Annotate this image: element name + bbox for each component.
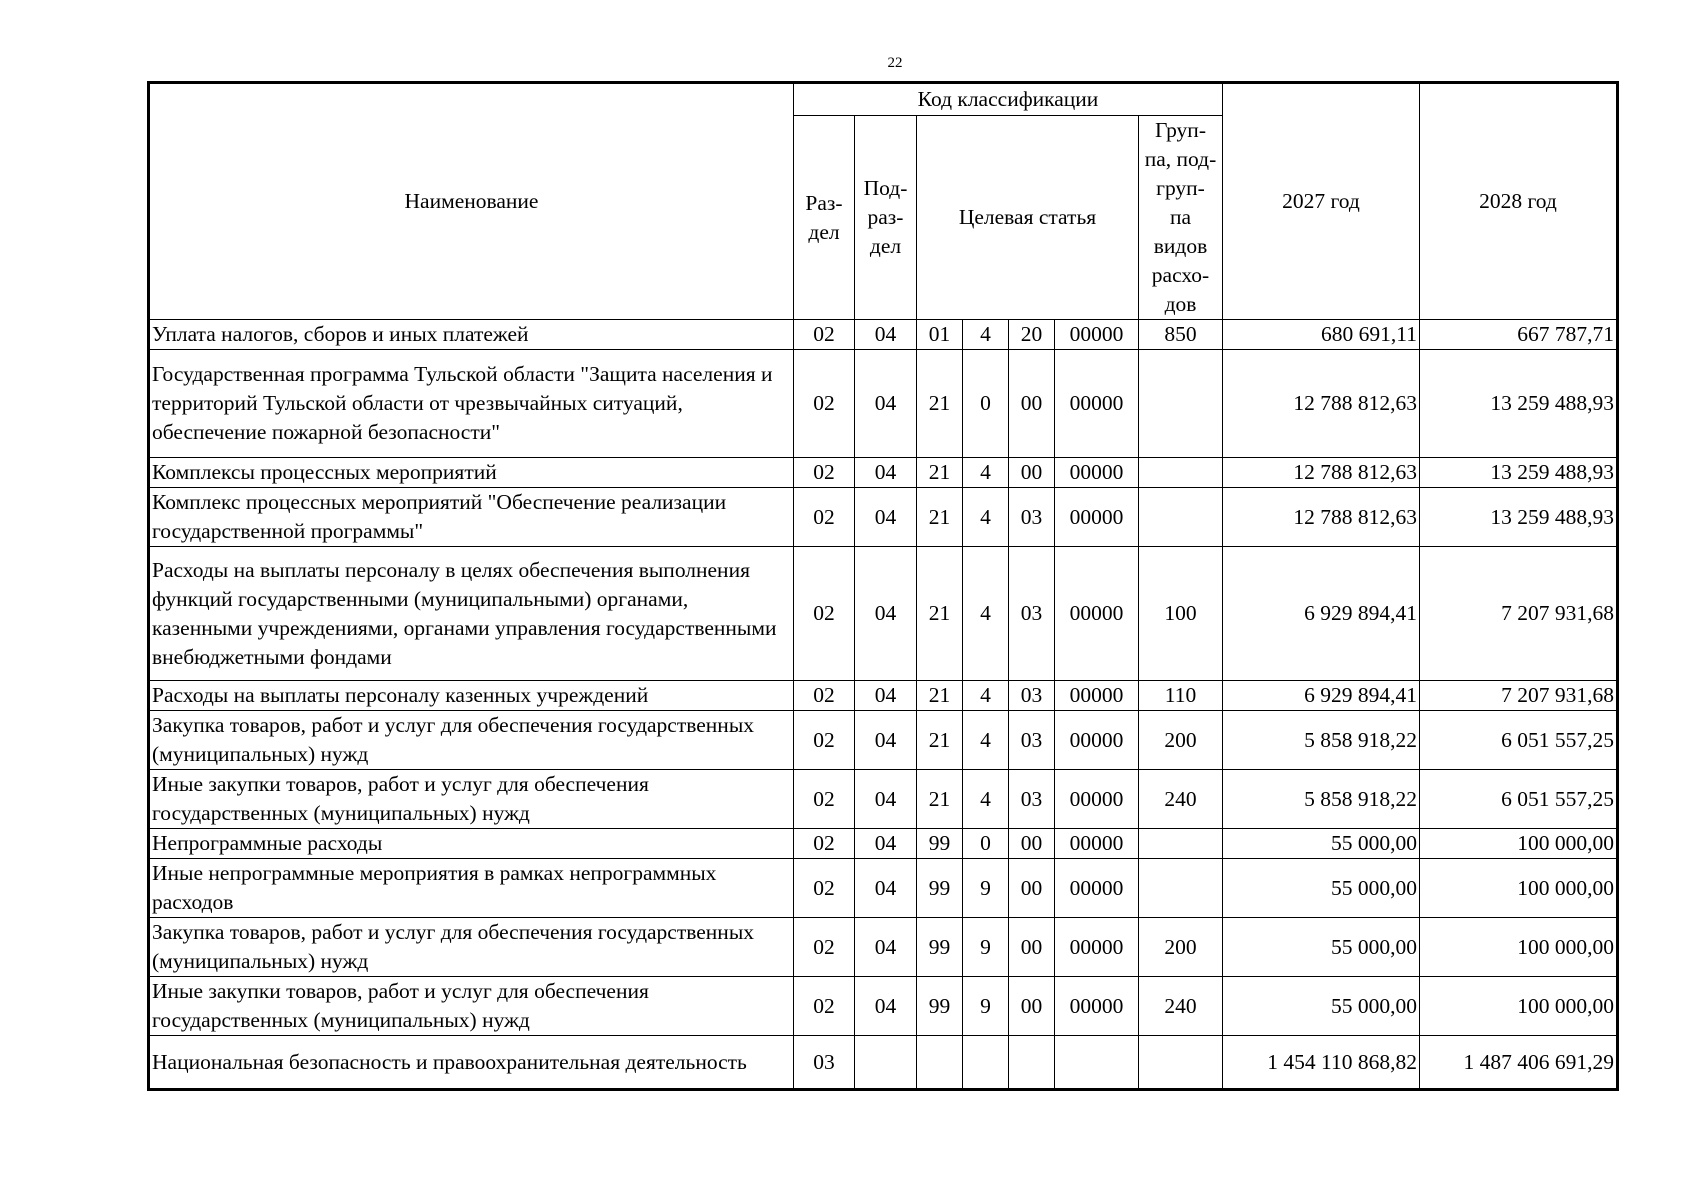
code-subprogram: 00 <box>1009 458 1055 488</box>
table-row <box>149 488 1618 547</box>
code-razdel: 02 <box>794 859 855 918</box>
code-direction: 00000 <box>1055 770 1139 829</box>
row-name: Закупка товаров, работ и услуг для обеспечения государственных (муниципальных) нужд <box>149 711 794 770</box>
header-line: Раз- <box>805 190 843 215</box>
code-type: 4 <box>963 770 1009 829</box>
code-direction: 00000 <box>1055 458 1139 488</box>
code-expense-group <box>1139 1036 1223 1090</box>
amount-2027: 1 454 110 868,82 <box>1223 1036 1420 1090</box>
code-direction: 00000 <box>1055 547 1139 681</box>
code-type: 4 <box>963 547 1009 681</box>
code-podrazdel: 04 <box>855 320 917 350</box>
code-type <box>963 1036 1009 1090</box>
code-subprogram: 00 <box>1009 977 1055 1036</box>
header-line: Под- <box>863 176 908 200</box>
table-row <box>149 918 1618 977</box>
code-direction: 00000 <box>1055 859 1139 918</box>
amount-2027: 6 929 894,41 <box>1223 681 1420 711</box>
amount-2028: 6 051 557,25 <box>1420 711 1618 770</box>
row-name: Расходы на выплаты персоналу казенных учреждений <box>149 681 794 711</box>
code-expense-group: 200 <box>1139 918 1223 977</box>
table-row <box>149 859 1618 918</box>
code-expense-group <box>1139 488 1223 547</box>
code-expense-group: 240 <box>1139 977 1223 1036</box>
header-expense-group <box>1139 116 1223 320</box>
code-program: 21 <box>917 458 963 488</box>
amount-2028: 100 000,00 <box>1420 977 1618 1036</box>
amount-2027: 12 788 812,63 <box>1223 458 1420 488</box>
code-razdel: 02 <box>794 977 855 1036</box>
amount-2027: 12 788 812,63 <box>1223 488 1420 547</box>
code-podrazdel: 04 <box>855 350 917 458</box>
row-name: Непрограммные расходы <box>149 829 794 859</box>
header-line: па, под- <box>1144 147 1217 171</box>
code-program: 99 <box>917 859 963 918</box>
code-type: 4 <box>963 458 1009 488</box>
row-name: Иные закупки товаров, работ и услуг для обеспечения государственных (муниципальных) нужд <box>149 977 794 1036</box>
table-row <box>149 681 1618 711</box>
code-direction: 00000 <box>1055 977 1139 1036</box>
code-type: 4 <box>963 681 1009 711</box>
header-line: дел <box>808 219 840 244</box>
code-podrazdel: 04 <box>855 770 917 829</box>
code-expense-group: 110 <box>1139 681 1223 711</box>
header-name: Наименование <box>149 83 794 320</box>
table-row <box>149 320 1618 350</box>
code-program: 21 <box>917 711 963 770</box>
amount-2028: 6 051 557,25 <box>1420 770 1618 829</box>
code-expense-group <box>1139 829 1223 859</box>
code-program <box>917 1036 963 1090</box>
code-type: 4 <box>963 488 1009 547</box>
code-direction: 00000 <box>1055 488 1139 547</box>
code-type: 4 <box>963 320 1009 350</box>
amount-2027: 55 000,00 <box>1223 918 1420 977</box>
code-type: 0 <box>963 829 1009 859</box>
code-program: 21 <box>917 547 963 681</box>
code-expense-group <box>1139 859 1223 918</box>
header-line: Груп- <box>1155 118 1206 142</box>
row-name: Национальная безопасность и правоохранительная деятельность <box>149 1036 794 1090</box>
code-type: 0 <box>963 350 1009 458</box>
table-row <box>149 1036 1618 1090</box>
amount-2028: 100 000,00 <box>1420 918 1618 977</box>
header-razdel <box>794 116 855 320</box>
code-podrazdel: 04 <box>855 547 917 681</box>
table-row <box>149 350 1618 458</box>
amount-2027: 6 929 894,41 <box>1223 547 1420 681</box>
code-razdel: 02 <box>794 320 855 350</box>
code-expense-group: 100 <box>1139 547 1223 681</box>
header-razdel-lines <box>796 189 852 247</box>
table-row <box>149 458 1618 488</box>
code-subprogram: 00 <box>1009 350 1055 458</box>
code-program: 21 <box>917 770 963 829</box>
code-program: 99 <box>917 918 963 977</box>
header-podrazdel-lines <box>857 174 914 261</box>
amount-2027: 680 691,11 <box>1223 320 1420 350</box>
code-podrazdel: 04 <box>855 488 917 547</box>
code-podrazdel: 04 <box>855 859 917 918</box>
header-year-2027: 2027 год <box>1223 83 1420 320</box>
code-podrazdel: 04 <box>855 681 917 711</box>
code-direction: 00000 <box>1055 320 1139 350</box>
header-line: дел <box>869 234 902 258</box>
row-name: Закупка товаров, работ и услуг для обеспечения государственных (муниципальных) нужд <box>149 918 794 977</box>
code-subprogram: 03 <box>1009 488 1055 547</box>
code-razdel: 02 <box>794 350 855 458</box>
header-classification-code: Код классификации <box>794 83 1223 116</box>
amount-2028: 1 487 406 691,29 <box>1420 1036 1618 1090</box>
table-row <box>149 547 1618 681</box>
code-expense-group: 240 <box>1139 770 1223 829</box>
amount-2027: 55 000,00 <box>1223 859 1420 918</box>
code-program: 21 <box>917 681 963 711</box>
code-subprogram: 03 <box>1009 681 1055 711</box>
code-razdel: 02 <box>794 770 855 829</box>
amount-2027: 12 788 812,63 <box>1223 350 1420 458</box>
code-program: 01 <box>917 320 963 350</box>
amount-2028: 7 207 931,68 <box>1420 547 1618 681</box>
row-name: Комплекс процессных мероприятий "Обеспечение реализации государственной программы" <box>149 488 794 547</box>
code-direction <box>1055 1036 1139 1090</box>
amount-2028: 667 787,71 <box>1420 320 1618 350</box>
code-program: 21 <box>917 488 963 547</box>
code-program: 21 <box>917 350 963 458</box>
code-razdel: 02 <box>794 829 855 859</box>
code-podrazdel: 04 <box>855 711 917 770</box>
code-razdel: 02 <box>794 547 855 681</box>
header-line: дов <box>1164 292 1197 316</box>
code-type: 9 <box>963 977 1009 1036</box>
header-line: па <box>1169 205 1192 229</box>
header-expense-group-lines <box>1141 116 1220 319</box>
code-type: 9 <box>963 918 1009 977</box>
amount-2028: 13 259 488,93 <box>1420 488 1618 547</box>
code-razdel: 02 <box>794 918 855 977</box>
row-name: Иные закупки товаров, работ и услуг для обеспечения государственных (муниципальных) нужд <box>149 770 794 829</box>
code-direction: 00000 <box>1055 350 1139 458</box>
table-row <box>149 829 1618 859</box>
header-podrazdel <box>855 116 917 320</box>
code-type: 4 <box>963 711 1009 770</box>
code-subprogram: 20 <box>1009 320 1055 350</box>
code-podrazdel <box>855 1036 917 1090</box>
amount-2028: 100 000,00 <box>1420 859 1618 918</box>
code-podrazdel: 04 <box>855 458 917 488</box>
amount-2027: 55 000,00 <box>1223 829 1420 859</box>
header-line: расхо- <box>1151 263 1210 287</box>
code-razdel: 02 <box>794 488 855 547</box>
code-subprogram <box>1009 1036 1055 1090</box>
table-row <box>149 711 1618 770</box>
code-razdel: 02 <box>794 711 855 770</box>
code-razdel: 02 <box>794 681 855 711</box>
code-podrazdel: 04 <box>855 829 917 859</box>
code-subprogram: 03 <box>1009 547 1055 681</box>
header-year-2028: 2028 год <box>1420 83 1618 320</box>
header-target-article: Целевая статья <box>917 116 1139 320</box>
amount-2028: 7 207 931,68 <box>1420 681 1618 711</box>
code-direction: 00000 <box>1055 829 1139 859</box>
code-podrazdel: 04 <box>855 918 917 977</box>
code-expense-group: 850 <box>1139 320 1223 350</box>
budget-table <box>147 81 1619 1091</box>
header-line: раз- <box>867 205 904 229</box>
code-subprogram: 03 <box>1009 711 1055 770</box>
code-program: 99 <box>917 829 963 859</box>
code-program: 99 <box>917 977 963 1036</box>
code-podrazdel: 04 <box>855 977 917 1036</box>
table-row <box>149 770 1618 829</box>
code-direction: 00000 <box>1055 711 1139 770</box>
code-subprogram: 03 <box>1009 770 1055 829</box>
table-row <box>149 977 1618 1036</box>
amount-2027: 5 858 918,22 <box>1223 711 1420 770</box>
row-name: Уплата налогов, сборов и иных платежей <box>149 320 794 350</box>
code-type: 9 <box>963 859 1009 918</box>
amount-2028: 100 000,00 <box>1420 829 1618 859</box>
code-subprogram: 00 <box>1009 829 1055 859</box>
code-expense-group <box>1139 350 1223 458</box>
amount-2027: 55 000,00 <box>1223 977 1420 1036</box>
amount-2028: 13 259 488,93 <box>1420 458 1618 488</box>
code-direction: 00000 <box>1055 681 1139 711</box>
table-body <box>149 320 1618 1090</box>
code-razdel: 03 <box>794 1036 855 1090</box>
row-name: Иные непрограммные мероприятия в рамках непрограммных расходов <box>149 859 794 918</box>
code-subprogram: 00 <box>1009 918 1055 977</box>
row-name: Государственная программа Тульской области "Защита населения и территорий Тульской области от чрезвычайных ситуаций, обеспечение пожарной безопасности" <box>149 350 794 458</box>
code-subprogram: 00 <box>1009 859 1055 918</box>
row-name: Комплексы процессных мероприятий <box>149 458 794 488</box>
code-razdel: 02 <box>794 458 855 488</box>
amount-2027: 5 858 918,22 <box>1223 770 1420 829</box>
page-number: 22 <box>887 55 903 71</box>
row-name: Расходы на выплаты персоналу в целях обеспечения выполнения функций государственными (муниципальными) органами, казенными учреждениями, органами управления государственными внебюджетными фондами <box>149 547 794 681</box>
amount-2028: 13 259 488,93 <box>1420 350 1618 458</box>
code-direction: 00000 <box>1055 918 1139 977</box>
code-expense-group: 200 <box>1139 711 1223 770</box>
header-line: видов <box>1153 234 1208 258</box>
code-expense-group <box>1139 458 1223 488</box>
header-line: груп- <box>1156 176 1205 200</box>
